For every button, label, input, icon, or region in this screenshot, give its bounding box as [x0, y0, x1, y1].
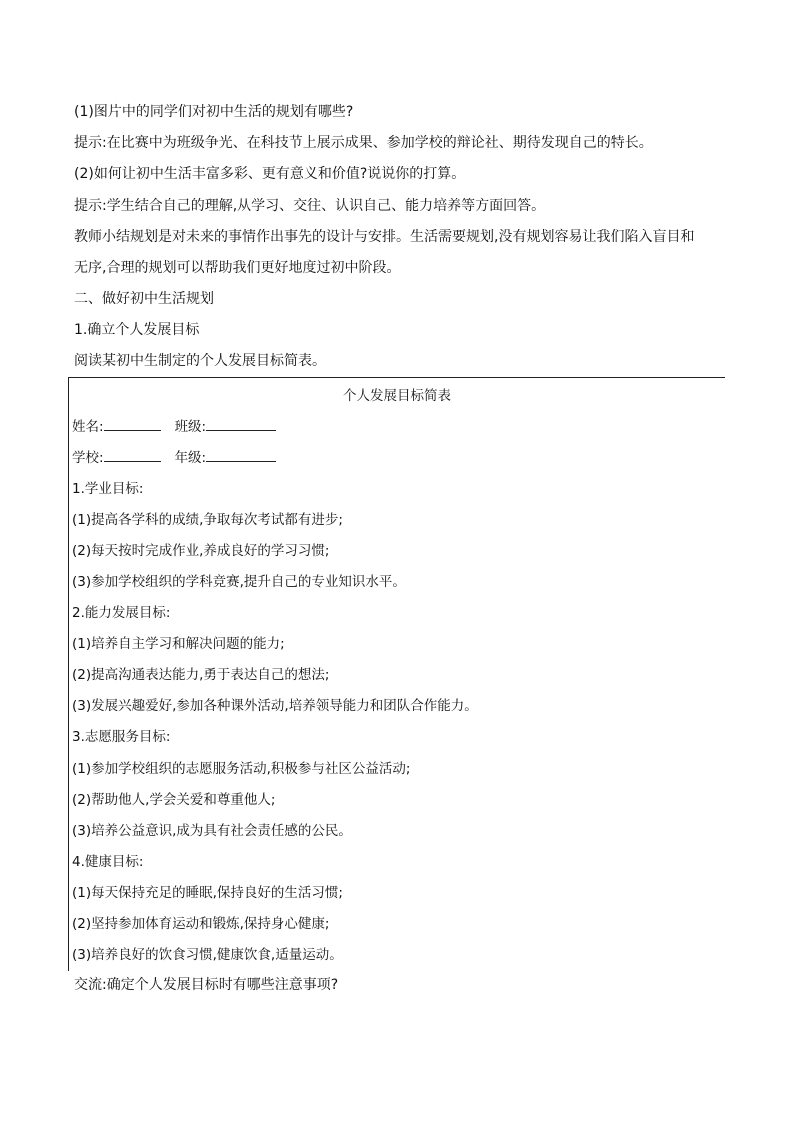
ability-item: (2)提高沟通表达能力,勇于表达自己的想法; [72, 667, 330, 683]
academic-heading: 1.学业目标: [72, 481, 144, 497]
goal-table-title: 个人发展目标简表 [343, 388, 451, 404]
health-item: (3)培养良好的饮食习惯,健康饮食,适量运动。 [72, 947, 343, 963]
section-heading: 二、做好初中生活规划 [74, 291, 214, 307]
health-item: (1)每天保持充足的睡眠,保持良好的生活习惯; [72, 885, 343, 901]
volunteer-heading: 3.志愿服务目标: [72, 729, 171, 745]
academic-item: (2)每天按时完成作业,养成良好的学习习惯; [72, 543, 330, 559]
hint-1: 提示:在比赛中为班级争光、在科技节上展示成果、参加学校的辩论社、期待发现自己的特长。 [74, 135, 653, 151]
reading-prompt: 阅读某初中生制定的个人发展目标简表。 [74, 353, 326, 369]
school-label: 学校: [72, 450, 104, 466]
name-label: 姓名: [72, 419, 104, 435]
class-blank[interactable] [206, 416, 276, 431]
name-blank[interactable] [104, 416, 161, 431]
grade-label: 年级: [174, 450, 207, 466]
ability-item: (1)培养自主学习和解决问题的能力; [72, 636, 285, 652]
question-2: (2)如何让初中生活丰富多彩、更有意义和价值?说说你的打算。 [74, 166, 466, 182]
subsection-heading: 1.确立个人发展目标 [74, 322, 200, 338]
class-label: 班级: [174, 419, 207, 435]
hint-2: 提示:学生结合自己的理解,从学习、交往、认识自己、能力培养等方面回答。 [74, 198, 546, 214]
school-blank[interactable] [104, 447, 161, 462]
question-1: (1)图片中的同学们对初中生活的规划有哪些? [74, 104, 354, 120]
volunteer-item: (1)参加学校组织的志愿服务活动,积极参与社区公益活动; [72, 761, 411, 777]
teacher-summary-line-2: 无序,合理的规划可以帮助我们更好地度过初中阶段。 [74, 260, 401, 276]
name-class-row [72, 416, 276, 437]
ability-item: (3)发展兴趣爱好,参加各种课外活动,培养领导能力和团队合作能力。 [72, 698, 478, 714]
teacher-summary-line-1: 教师小结规划是对未来的事情作出事先的设计与安排。生活需要规划,没有规划容易让我们陷入盲目和 [74, 229, 695, 245]
grade-blank[interactable] [206, 447, 276, 462]
academic-item: (3)参加学校组织的学科竞赛,提升自己的专业知识水平。 [72, 574, 406, 590]
health-heading: 4.健康目标: [72, 854, 144, 870]
school-grade-row [72, 447, 276, 468]
goal-table [68, 377, 725, 971]
volunteer-item: (2)帮助他人,学会关爱和尊重他人; [72, 792, 276, 808]
academic-item: (1)提高各学科的成绩,争取每次考试都有进步; [72, 512, 343, 528]
health-item: (2)坚持参加体育运动和锻炼,保持身心健康; [72, 916, 330, 932]
volunteer-item: (3)培养公益意识,成为具有社会责任感的公民。 [72, 823, 352, 839]
ability-heading: 2.能力发展目标: [72, 605, 171, 621]
discussion-prompt: 交流:确定个人发展目标时有哪些注意事项? [74, 977, 339, 993]
